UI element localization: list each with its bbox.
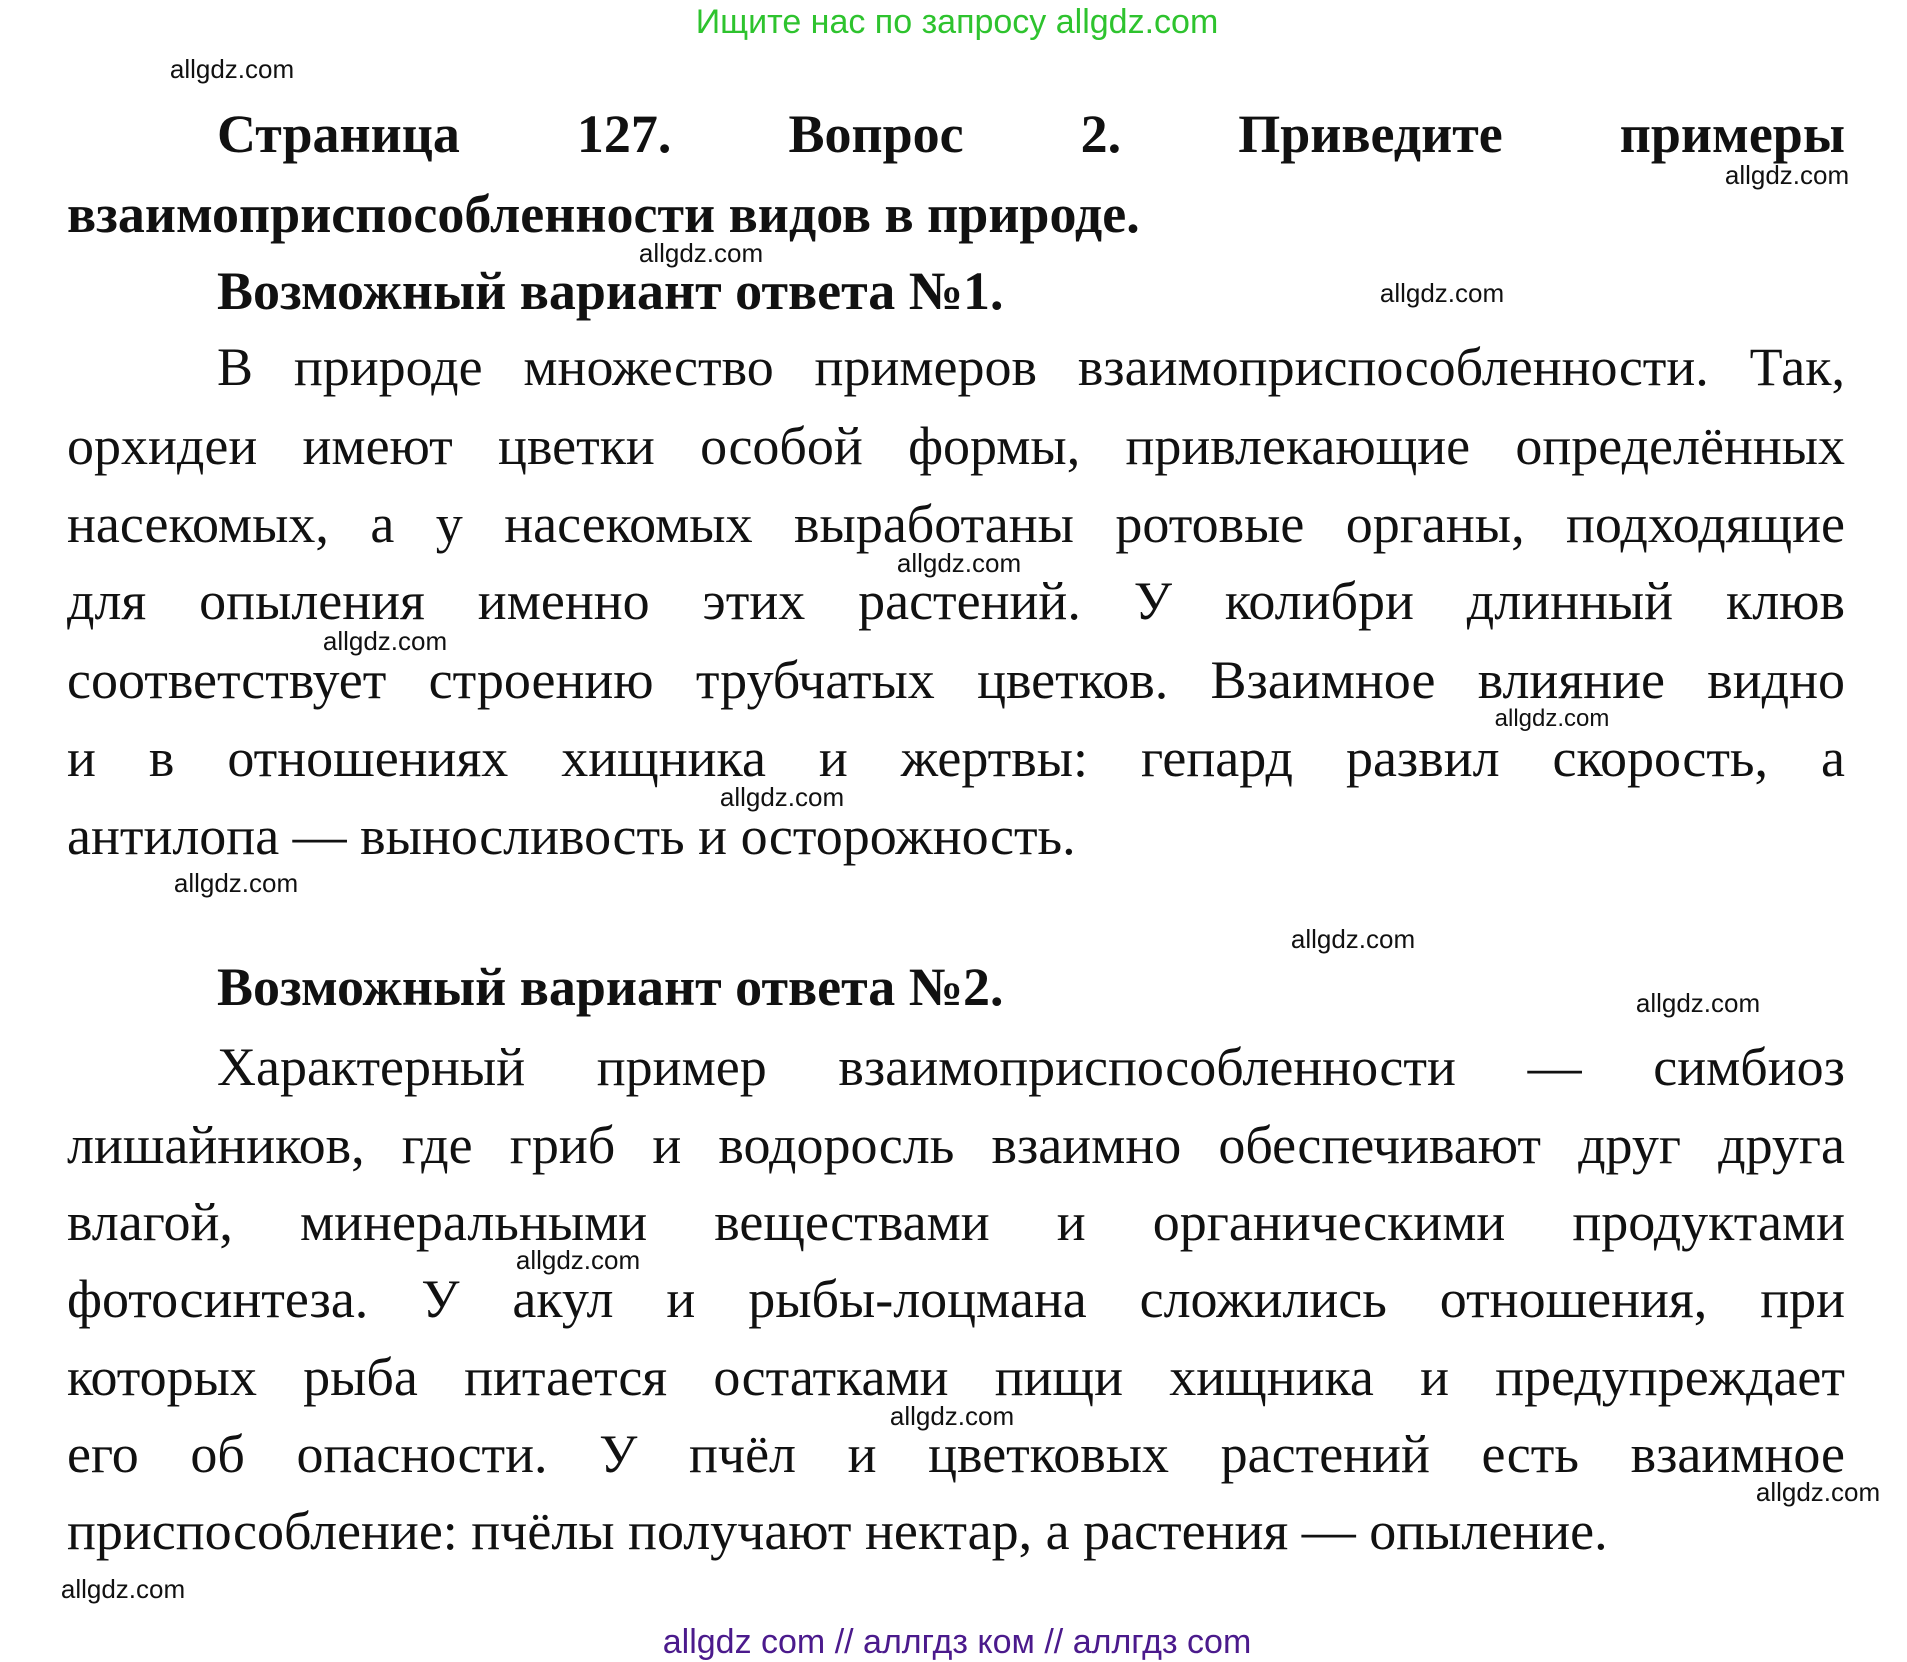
footer-banner: allgdz com // аллгдз ком // аллгдз com (662, 1623, 1252, 1661)
title-text: взаимоприспособленности видов в природе. (67, 184, 1140, 244)
watermark: allgdz.com (889, 1401, 1015, 1431)
watermark: allgdz.com (515, 1245, 641, 1275)
answer-2-line: которых рыба питается остатками пищи хищника и предупреждает (67, 1347, 1845, 1407)
answer-1-line: и в отношениях хищника и жертвы: гепард развил скорость, а (67, 728, 1845, 788)
answer-2-line: фотосинтеза. У акул и рыбы-лоцмана сложились отношения, при (67, 1269, 1845, 1329)
question-title-line-2 (67, 184, 1140, 244)
answer-1-line: В природе множество примеров взаимоприспособленности. Так, (217, 337, 1845, 397)
answer-2-line: его об опасности. У пчёл и цветковых растений есть взаимное (67, 1424, 1845, 1484)
answer-2-line: лишайников, где гриб и водоросль взаимно обеспечивают друг друга (67, 1115, 1845, 1175)
answer-2-line: влагой, минеральными веществами и органическими продуктами (67, 1192, 1845, 1252)
answer-2-line: приспособление: пчёлы получают нектар, а растения — опыление. (67, 1501, 1608, 1561)
watermark: allgdz.com (1494, 705, 1610, 732)
watermark: allgdz.com (638, 238, 764, 268)
answer-1-line: насекомых, а у насекомых выработаны ротовые органы, подходящие (67, 494, 1845, 554)
answer-2-heading: Возможный вариант ответа №2. (217, 957, 1004, 1017)
watermark: allgdz.com (896, 548, 1022, 578)
watermark: allgdz.com (719, 782, 845, 812)
answer-1-line: антилопа — выносливость и осторожность. (67, 806, 1076, 866)
question-title-line-1 (217, 104, 1845, 164)
watermark: allgdz.com (169, 54, 295, 84)
search-banner: Ищите нас по запросу allgdz.com (695, 3, 1219, 41)
title-text: Страница 127. Вопрос 2. Приведите примеры (217, 104, 1845, 164)
answer-1-heading: Возможный вариант ответа №1. (217, 261, 1004, 321)
watermark: allgdz.com (1755, 1477, 1881, 1507)
watermark: allgdz.com (173, 868, 299, 898)
answer-1-line: для опыления именно этих растений. У колибри длинный клюв (67, 571, 1845, 631)
answer-1-line: соответствует строению трубчатых цветков. Взаимное влияние видно (67, 650, 1845, 710)
answer-1-line: орхидеи имеют цветки особой формы, привлекающие определённых (67, 416, 1845, 476)
watermark: allgdz.com (60, 1574, 186, 1604)
watermark: allgdz.com (1379, 278, 1505, 308)
watermark: allgdz.com (1290, 924, 1416, 954)
watermark: allgdz.com (1635, 988, 1761, 1018)
answer-2-line: Характерный пример взаимоприспособленности — симбиоз (217, 1037, 1845, 1097)
watermark: allgdz.com (322, 626, 448, 656)
watermark: allgdz.com (1724, 160, 1850, 190)
